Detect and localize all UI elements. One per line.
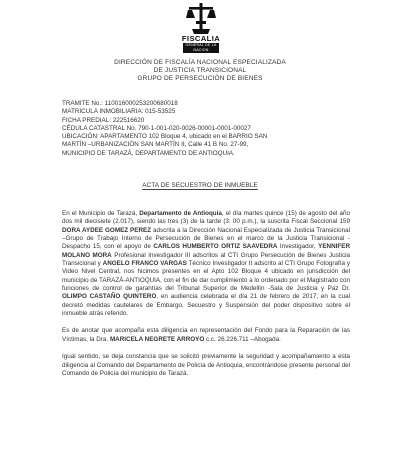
header-line-2: DE JUSTICIA TRANSICIONAL: [153, 67, 247, 75]
ubicacion-line-2: MARTÍN –URBANIZACIÓN SAN MARTÍN II, Calle 41 B No. 27-99,: [62, 141, 249, 149]
matricula-inmobiliaria: MATRICULA INMOBILIARIA: 015-53525: [62, 108, 176, 116]
p3-text-1: Igual sentido, se deja constancia que se solicitó previamente la seguridad y acompañamiento a esta diligencia al Comando del Departamento de Policía de Antioquia, encontrándose presente personal del Comando de Policía del municipio de Tarazá.: [62, 353, 350, 377]
p1-bold-1: Departamento de Antioquia: [139, 210, 222, 217]
p1-text-7: , en audiencia celebrada el día 21 de febrero de 2017, en la cual decretó medidas cautelares de Embargo, Secuestro y Suspensión del poder dispositivo sobre el inmueble atrás referido.: [62, 293, 350, 318]
p1-text-2: , el día martes quince (15) de agosto del año dos mil diecisiete (2.017), siendo las tres (3) de la tarde (3: 00 p.m.), la suscrita Fiscal Seccional 159: [62, 210, 351, 226]
acta-title: [0, 182, 400, 189]
scales-of-justice-emblem-icon: [186, 3, 216, 34]
p1-text-5: Profesional Investigador III adscritos al CTI Grupo Persecución de Bienes Justicia Transicional y: [62, 251, 350, 268]
paragraph-2: [62, 327, 350, 344]
tramite-number: TRAMITE No.: 110016000253200680018: [62, 100, 178, 107]
p1-bold-5: ANGELO FRANCO VARGAS: [102, 260, 187, 268]
p2-bold-1: MARICELA NEGRETE ARROYO: [109, 335, 205, 343]
p1-bold-4: YENNIFER MOLANO MORA: [62, 243, 350, 259]
paragraph-1: [62, 210, 350, 318]
p1-text-3: adscrita a la Dirección Nacional Especializada de Justicia Transicional –Grupo de Trabajo Interno de Persecución de Bienes en el marco de la Justicia Transicional -Despacho 15, con el apoyo de: [62, 226, 350, 251]
logo-wordmark: FISCALIA: [181, 34, 221, 43]
paragraph-3: [62, 353, 350, 378]
fiscalia-logo: [172, 3, 230, 53]
logo-tagline: GENERAL DE LA NACION: [183, 43, 219, 53]
p1-bold-3: CARLOS HUMBERTO ORTIZ SAAVEDRA: [153, 243, 278, 251]
header-line-1: DIRECCIÓN DE FISCALÍA NACIONAL ESPECIALIZADA: [114, 59, 286, 66]
p1-bold-2: DORA AYDEE GOMEZ PEREZ: [62, 226, 152, 234]
ubicacion-line-3: MUNICIPIO DE TARAZÁ, DEPARTAMENTO DE ANTIOQUIA.: [62, 149, 235, 157]
p2-text-1: Es de anotar que acompaña esta diligencia en representación del Fondo para la Reparación de las Víctimas, la Dra.: [62, 327, 350, 343]
ubicacion-line-1: UBICACIÓN: APARTAMENTO 102 Bloque 4, ubicado en el BARRIO SAN: [62, 133, 268, 141]
p1-text-4: Investigador,: [277, 243, 319, 251]
ficha-predial: FICHA PREDIAL: 222516620: [62, 116, 145, 124]
acta-title-text: ACTA DE SECUESTRO DE INMUEBLE: [142, 182, 258, 189]
p1-text-6: Técnico Investigador II adscrito al CTI Grupo Fotografía y Video Nivel Central, nos hicimos presentes en el Apto 102 Bloque 4 ubicado en jurisdicción del municipio de TARAZÁ-ANTIOQUIA, con el fin de dar cumplimiento a lo ordenado por el Magistrado con funciones de control de garantías del Tribunal Superior de Medellín -Sala de Justicia y Paz Dr.: [62, 260, 350, 293]
document-body: [62, 210, 350, 387]
document-header: [0, 59, 400, 84]
p1-text-1: En el Municipio de Tarazá,: [62, 210, 140, 217]
case-metadata: [62, 100, 357, 158]
cedula-catastral: CÉDULA CATASTRAL No. 790-1-001-020-0026-00001-0001-00027: [62, 124, 251, 132]
p1-bold-6: OLIMPO CASTAÑO QUINTERO: [62, 293, 157, 301]
header-line-3: GRUPO DE PERSECUCIÓN DE BIENES: [137, 75, 263, 83]
p2-text-2: c.c. 26.226.711 –Abogada.: [204, 335, 281, 343]
